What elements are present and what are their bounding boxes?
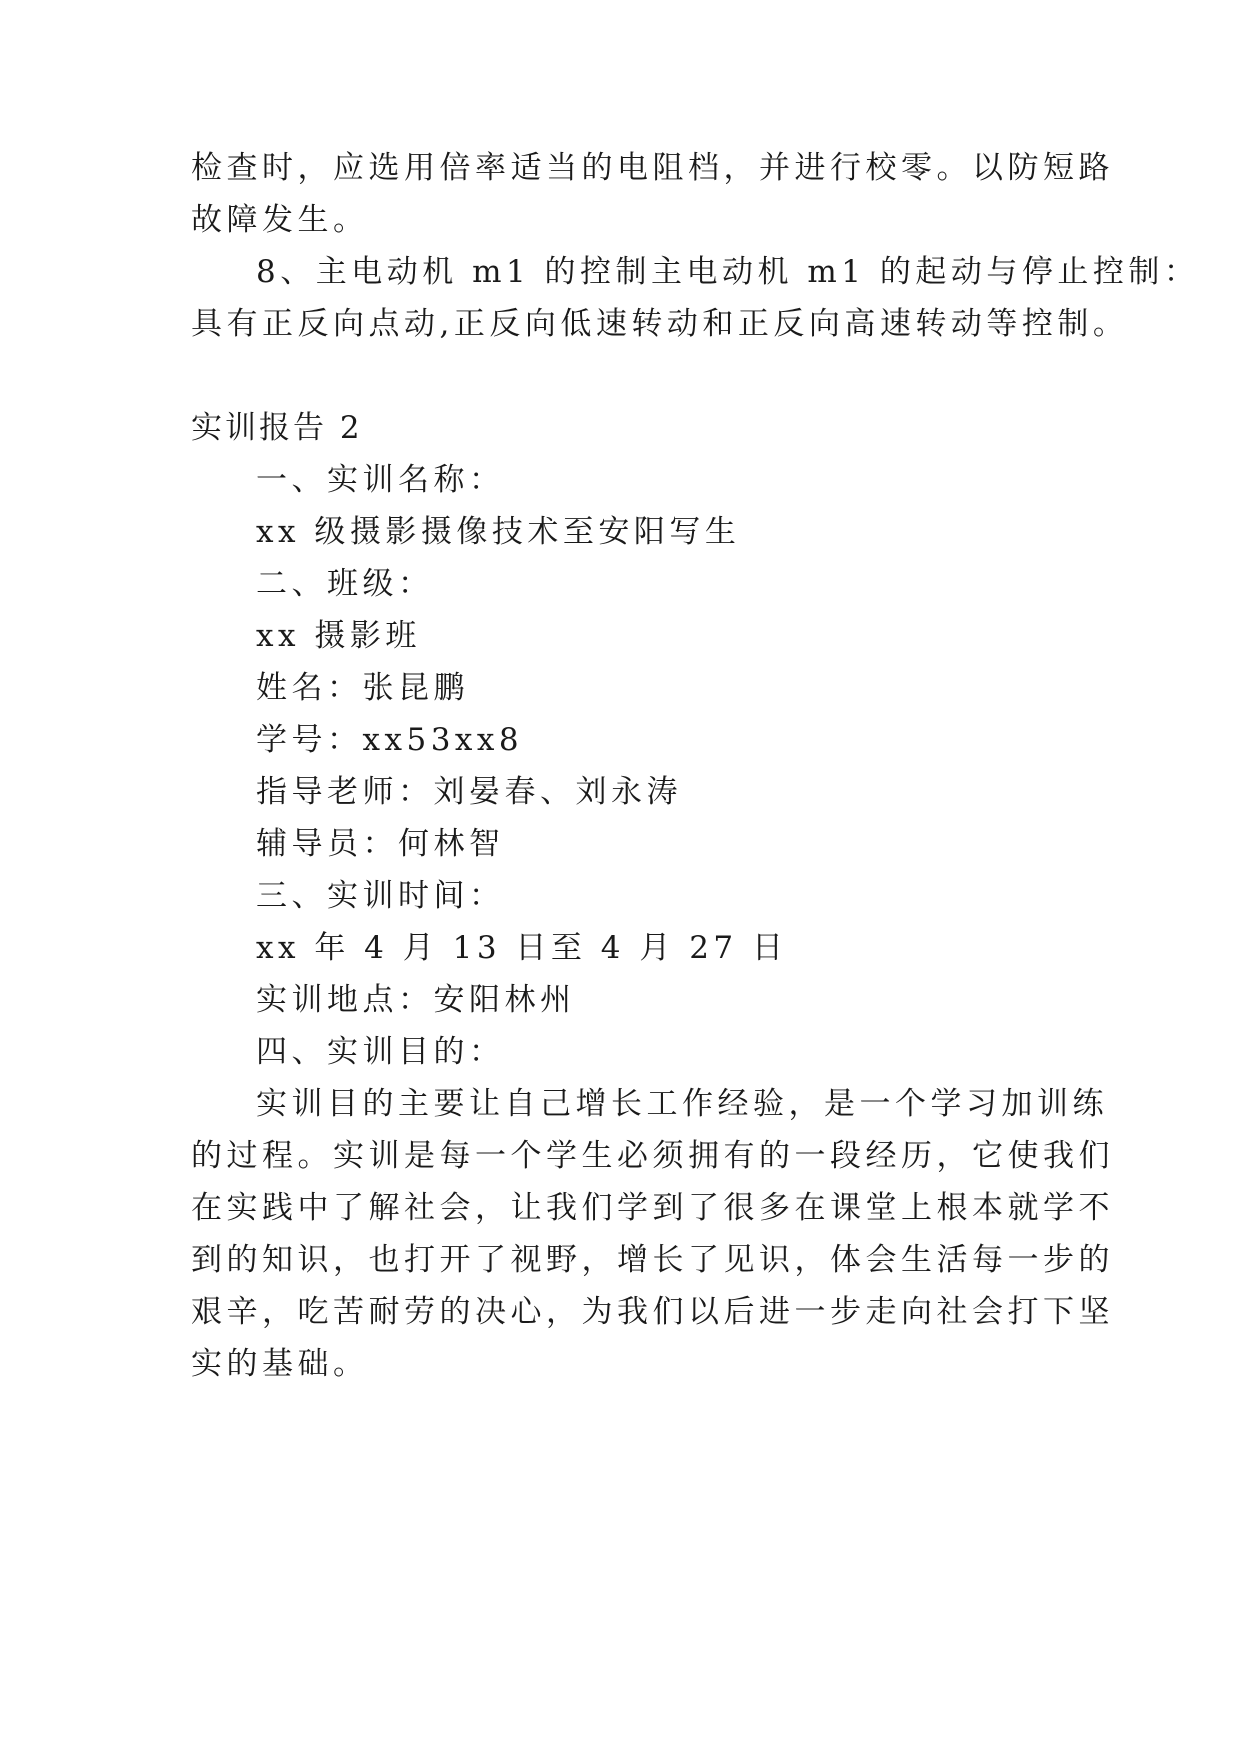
- paragraph-line: 具有正反向点动,正反向低速转动和正反向高速转动等控制。: [191, 306, 1129, 342]
- paragraph-line: 在实践中了解社会，让我们学到了很多在课堂上根本就学不: [191, 1190, 1114, 1226]
- paragraph-line: 艰辛，吃苦耐劳的决心，为我们以后进一步走向社会打下坚: [191, 1294, 1114, 1330]
- section-heading-purpose: 四、实训目的：: [256, 1034, 505, 1070]
- student-name: 姓名：张昆鹏: [256, 670, 469, 706]
- report-title: 实训报告 2: [191, 410, 363, 446]
- section-heading-name: 一、实训名称：: [256, 462, 505, 498]
- paragraph-line: 实训目的主要让自己增长工作经验，是一个学习加训练: [256, 1086, 1108, 1122]
- paragraph-line: 检查时，应选用倍率适当的电阻档，并进行校零。以防短路: [191, 150, 1114, 186]
- paragraph-line: 8、主电动机 m1 的控制主电动机 m1 的起动与停止控制：: [256, 254, 1200, 290]
- counselor: 辅导员：何林智: [256, 826, 505, 862]
- section-heading-class: 二、班级：: [256, 566, 434, 602]
- paragraph-line: 实的基础。: [191, 1346, 369, 1382]
- section-heading-time: 三、实训时间：: [256, 878, 505, 914]
- training-name-value: xx 级摄影摄像技术至安阳写生: [256, 514, 741, 550]
- student-id: 学号：xx53xx8: [256, 722, 524, 758]
- paragraph-line: 到的知识，也打开了视野，增长了见识，体会生活每一步的: [191, 1242, 1114, 1278]
- training-location: 实训地点：安阳林州: [256, 982, 576, 1018]
- instructors: 指导老师：刘晏春、刘永涛: [256, 774, 682, 810]
- class-value: xx 摄影班: [256, 618, 421, 654]
- training-time-value: xx 年 4 月 13 日至 4 月 27 日: [256, 930, 788, 966]
- paragraph-line: 的过程。实训是每一个学生必须拥有的一段经历，它使我们: [191, 1138, 1114, 1174]
- paragraph-line: 故障发生。: [191, 202, 369, 238]
